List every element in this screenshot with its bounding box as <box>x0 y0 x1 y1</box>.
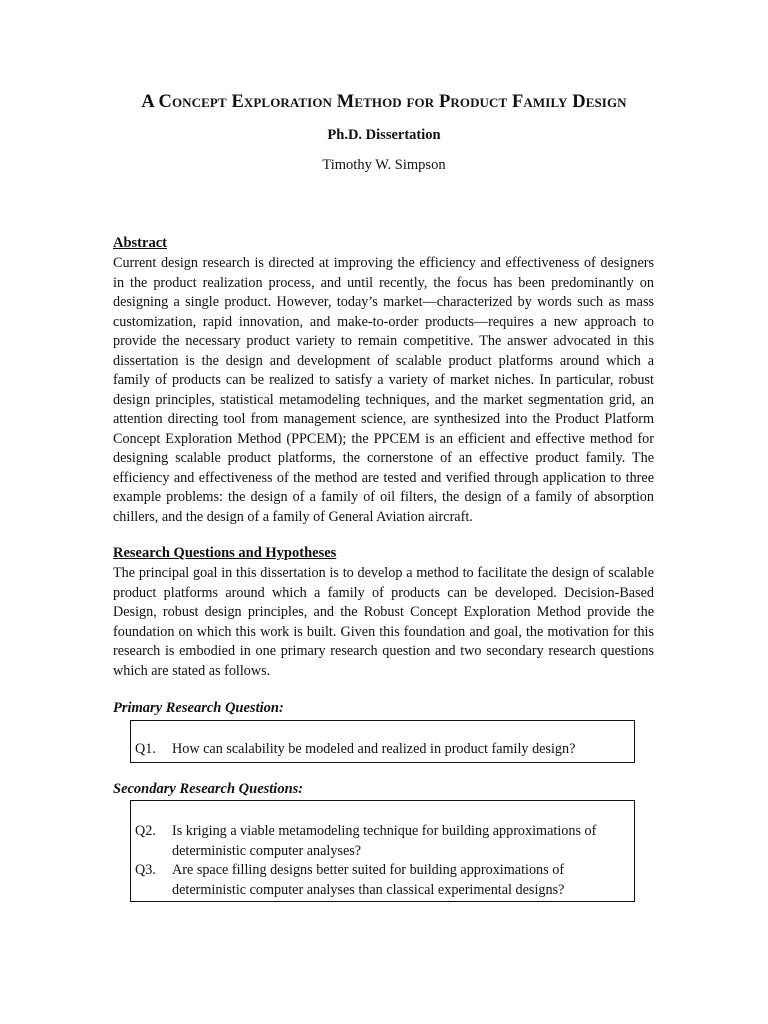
question-text: Is kriging a viable metamodeling technique for building approximations of deterministic computer analyses? <box>172 823 597 859</box>
document-title: A Concept Exploration Method for Product Family Design <box>141 92 627 112</box>
secondary-question-box <box>130 800 635 902</box>
abstract-heading: Abstract <box>113 235 167 251</box>
question-number: Q2. <box>135 823 156 839</box>
question-number: Q3. <box>135 862 156 878</box>
research-text: The principal goal in this dissertation is to develop a method to facilitate the design of scalable product platforms around which a family of products can be developed. Decision-Based Design, robust design principles, and the Robust Concept Exploration Method provide the foundation on which this work is built. Given this foundation and goal, the motivation for this research is embodied in one primary research question and two secondary research questions which are stated as follows. <box>113 565 654 679</box>
question-text: How can scalability be modeled and realized in product family design? <box>172 741 576 757</box>
question-item <box>135 861 628 900</box>
document-subtitle: Ph.D. Dissertation <box>327 127 441 143</box>
secondary-question-heading: Secondary Research Questions: <box>113 781 304 797</box>
abstract-text: Current design research is directed at improving the efficiency and effectiveness of designers in the product realization process, and until recently, the focus has been predominantly on designing a single product. However, today’s market—characterized by words such as mass customization, rapid innovation, and make-to-order products—requires a new approach to provide the necessary product variety to remain competitive. The answer advocated in this dissertation is the design and development of scalable product platforms around which a family of products can be realized to satisfy a variety of market niches. In particular, robust design principles, statistical metamodeling techniques, and the market segmentation grid, an attention directing tool from management science, are synthesized into the Product Platform Concept Exploration Method (PPCEM); the PPCEM is an efficient and effective method for designing scalable product platforms, the cornerstone of an effective product family. The efficiency and effectiveness of the method are tested and verified through application to three example problems: the design of a family of oil filters, the design of a family of absorption chillers, and the design of a family of General Aviation aircraft. <box>113 255 654 525</box>
research-heading: Research Questions and Hypotheses <box>113 545 337 561</box>
primary-question-box <box>130 720 635 763</box>
question-item <box>135 822 628 861</box>
question-number: Q1. <box>135 741 156 757</box>
question-item <box>135 740 628 760</box>
question-text: Are space filling designs better suited for building approximations of deterministic computer analyses than classical experimental designs? <box>172 862 565 898</box>
primary-question-heading: Primary Research Question: <box>113 700 284 716</box>
author-name: Timothy W. Simpson <box>322 157 446 173</box>
